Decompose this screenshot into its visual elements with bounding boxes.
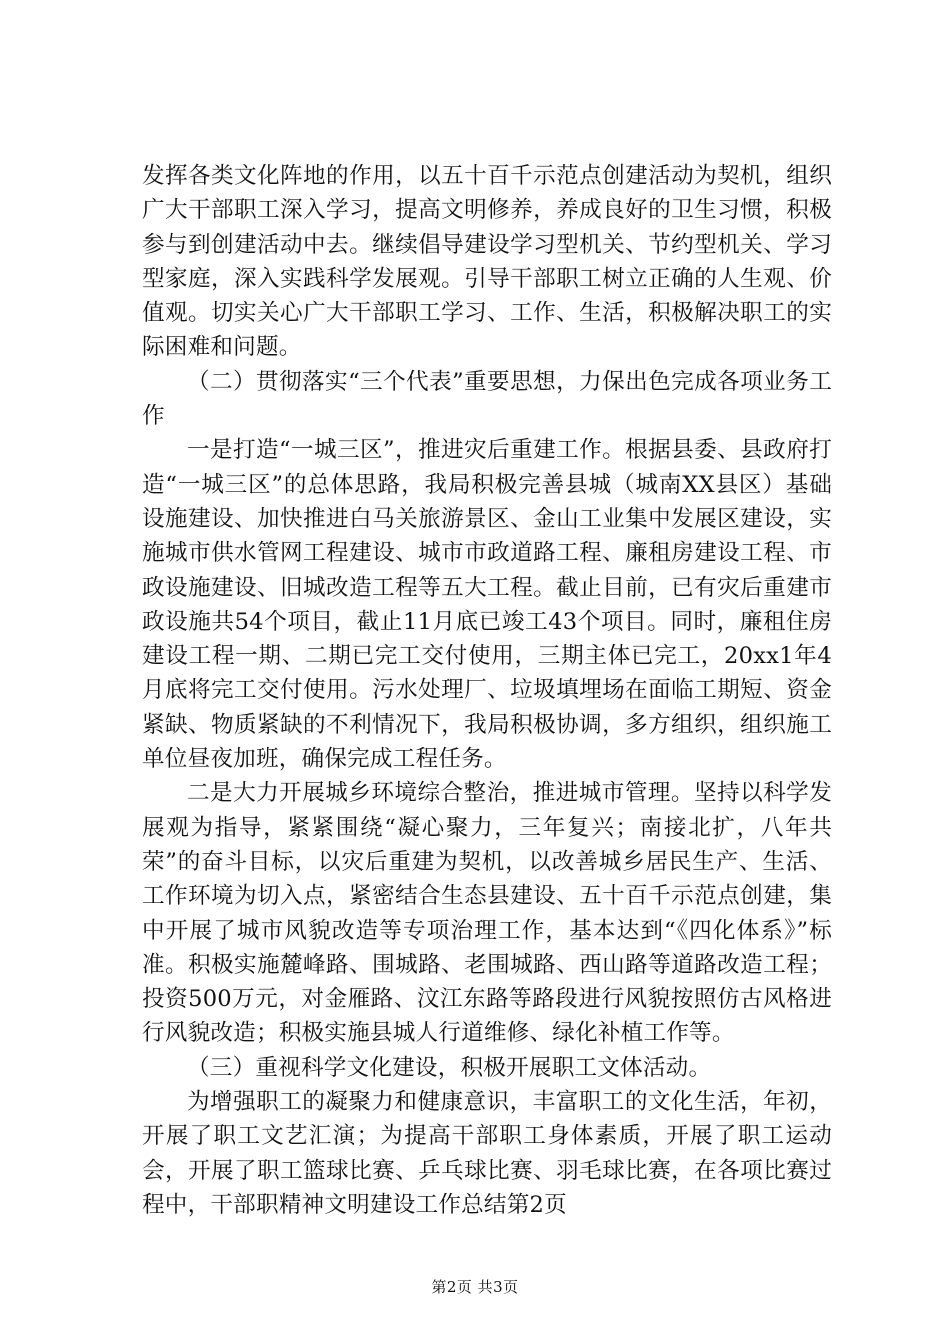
section-heading-two: （二）贯彻落实“三个代表”重要思想，力保出色完成各项业务工作 — [142, 368, 832, 430]
paragraph-cultural-positions: 发挥各类文化阵地的作用，以五十百千示范点创建活动为契机，组织广大干部职工深入学习，提高文明修养，养成良好的卫生习惯，积极参与到创建活动中去。继续倡导建设学习型机关、节约型机关、学习型家庭，深入实践科学发展观。引导干部职工树立正确的人生观、价值观。切实关心广大干部职工学习、工作、生活，积极解决职工的实际困难和问题。 — [142, 163, 832, 361]
section-heading-three: （三）重视科学文化建设，积极开展职工文体活动。 — [187, 1054, 712, 1081]
paragraph-reconstruction: 一是打造“一城三区”，推进灾后重建工作。根据县委、县政府打造“一城三区”的总体思路，我局积极完善县城（城南XX县区）基础设施建设、加快推进白马关旅游景区、金山工业集中发展区建设，实施城市供水管网工程建设、城市市政道路工程、廉租房建设工程、市政设施建设、旧城改造工程等五大工程。截止目前，已有灾后重建市政设施共54个项目，截止11月底已竣工43个项目。同时，廉租住房建设工程一期、二期已完工交付使用，三期主体已完工，20xx1年4月底将完工交付使用。污水处理厂、垃圾填埋场在面临工期短、资金紧缺、物质紧缺的不利情况下，我局积极协调，多方组织，组织施工单位昼夜加班，确保完成工程任务。 — [142, 437, 832, 773]
document-body — [142, 159, 832, 1222]
paragraph-environment: 二是大力开展城乡环境综合整治，推进城市管理。坚持以科学发展观为指导，紧紧围绕“凝心聚力，三年复兴；南接北扩，八年共荣”的奋斗目标，以灾后重建为契机，以改善城乡居民生产、生活、工作环境为切入点，紧密结合生态县建设、五十百千示范点创建，集中开展了城市风貌改造等专项治理工作，基本达到“《四化体系》”标准。积极实施麓峰路、围城路、老围城路、西山路等道路改造工程；投资500万元，对金雁路、汶江东路等路段进行风貌按照仿古风格进行风貌改造；积极实施县城人行道维修、绿化补植工作等。 — [142, 780, 832, 1047]
page-number-footer: 第2页 共3页 — [431, 1278, 519, 1296]
paragraph-activities: 为增强职工的凝聚力和健康意识，丰富职工的文化生活，年初，开展了职工文艺汇演；为提高干部职工身体素质，开展了职工运动会，开展了职工篮球比赛、乒乓球比赛、羽毛球比赛，在各项比赛过程中，干部职精神文明建设工作总结第2页 — [142, 1089, 832, 1218]
